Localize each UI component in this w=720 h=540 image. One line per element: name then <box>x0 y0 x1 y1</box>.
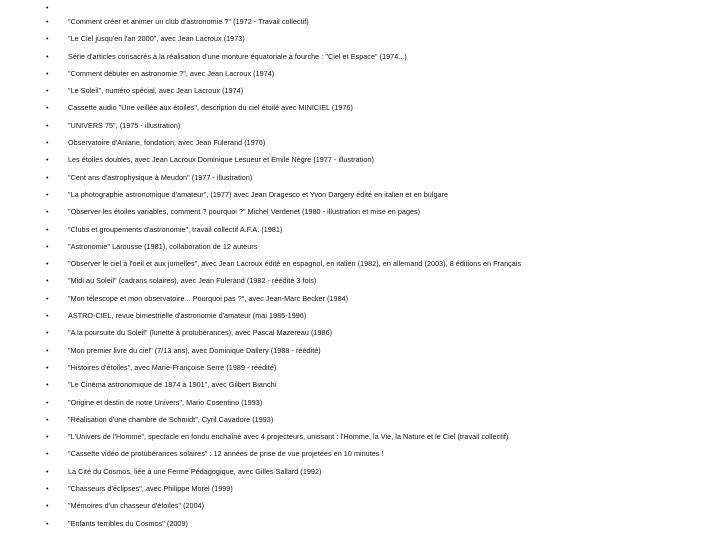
list-item <box>0 307 720 324</box>
list-bullet: • <box>46 432 49 442</box>
list-item <box>0 151 720 168</box>
list-item <box>0 342 720 359</box>
list-item <box>0 445 720 462</box>
list-bullet: • <box>46 311 49 321</box>
bibliography-list <box>0 13 720 532</box>
list-item-text: "Comment créer et animer un club d'astronomie ?" (1972 - Travail collectif) <box>68 17 309 26</box>
list-bullet: • <box>46 17 49 26</box>
list-bullet: • <box>46 51 49 61</box>
list-bullet: • <box>46 103 49 113</box>
list-item <box>0 497 720 514</box>
list-item-text: "Cent ans d'astrophysique à Meudon" (1977 - illustration) <box>68 172 253 182</box>
list-item-text: "Comment débuter en astronomie ?", avec Jean Lacroux (1974) <box>68 68 275 78</box>
list-bullet: • <box>46 34 49 44</box>
list-item <box>0 13 720 30</box>
list-bullet: • <box>46 484 49 494</box>
list-bullet: • <box>46 207 49 217</box>
list-item-text: "Observer le ciel à l'oeil et aux jumelles", avec Jean Lacroux édité en espagnol, en italien (1982), en allemand (2003), 8 éditions en Français <box>68 259 522 269</box>
list-item <box>0 238 720 255</box>
list-item <box>0 65 720 82</box>
list-item <box>0 48 720 65</box>
list-item-text: "Histoires d'étoiles", avec Marie-Françoise Serre (1989 - réédité) <box>68 362 277 372</box>
list-item <box>0 99 720 116</box>
list-item <box>0 117 720 134</box>
list-bullet: • <box>46 380 49 390</box>
list-item <box>0 376 720 393</box>
list-item-text: Observatoire d'Aniane, fondation, avec Jean Fulerand (1976) <box>68 138 266 148</box>
list-item <box>0 272 720 289</box>
list-item-text: "Le Cinéma astronomique de 1874 à 1901", avec Gilbert Bianchi <box>68 380 277 390</box>
list-item <box>0 463 720 480</box>
list-item-text: "Mémoires d'un chasseur d'étoiles" (2004) <box>68 501 205 511</box>
list-item <box>0 186 720 203</box>
list-item <box>0 411 720 428</box>
list-item <box>0 82 720 99</box>
list-item-text: "Origine et destin de notre Univers", Mario Cosentino (1993) <box>68 397 263 407</box>
list-item <box>0 290 720 307</box>
list-item <box>0 221 720 238</box>
list-item-text: "La photographie astronomique d'amateur", (1977) avec Jean Dragesco et Yvon Dargery édité en italien et en bulgare <box>68 189 449 199</box>
list-item-text: "Observer les étoiles variables, comment ? pourquoi ?" Michel Verdenet (1980 - illustration et mise en pages) <box>68 207 421 217</box>
list-bullet: • <box>46 86 49 96</box>
list-bullet: • <box>46 172 49 182</box>
list-item-text: "A la poursuite du Soleil" (lunette à protubérances), avec Pascal Mazereau (1986) <box>68 328 333 338</box>
empty-list-bullet: • <box>46 5 49 12</box>
list-bullet: • <box>46 328 49 338</box>
list-item <box>0 324 720 341</box>
list-item-text: "Cassette vidéo de protubérances solaires" : 12 années de prise de vue projetées en 10 minutes ! <box>68 449 384 459</box>
list-bullet: • <box>46 241 49 251</box>
list-item-text: "Enfants terribles du Cosmos" (2009) <box>68 518 188 528</box>
list-item <box>0 203 720 220</box>
list-item-text: Série d'articles consacrés à la réalisation d'une monture équatoriale à fourche : "Ciel et Espace" (1974...) <box>68 51 407 61</box>
list-item-text: Cassette audio "Une veillée aux étoiles", description du ciel étoilé avec MINICIEL (1976) <box>68 103 353 113</box>
list-bullet: • <box>46 362 49 372</box>
list-bullet: • <box>46 397 49 407</box>
list-item-text: "Réalisation d'une chambre de Schmidt", Cyril Cavadore (1993) <box>68 414 274 424</box>
list-item <box>0 30 720 47</box>
list-bullet: • <box>46 189 49 199</box>
list-bullet: • <box>46 501 49 511</box>
list-item <box>0 515 720 532</box>
list-item <box>0 255 720 272</box>
list-item <box>0 394 720 411</box>
list-item-text: Les étoiles doubles, avec Jean Lacroux Dominique Lesueur et Emile Nègre (1977 - illustration) <box>68 155 374 165</box>
list-bullet: • <box>46 414 49 424</box>
list-item <box>0 428 720 445</box>
list-item <box>0 169 720 186</box>
list-item <box>0 480 720 497</box>
list-item-text: "Mon télescope et mon observatoire... Pourquoi pas ?", avec Jean-Marc Becker (1984) <box>68 293 349 303</box>
list-item-text: "Le Ciel jusqu'en l'an 2000", avec Jean Lacroux (1973) <box>68 34 245 44</box>
list-item-text: La Cité du Cosmos, liée à une Ferme Pédagogique, avec Gilles Sallard (1992) <box>68 466 322 476</box>
list-item-text: "Chasseurs d'éclipses", avec Philippe Morel (1999) <box>68 484 233 494</box>
list-bullet: • <box>46 293 49 303</box>
list-bullet: • <box>46 138 49 148</box>
list-bullet: • <box>46 155 49 165</box>
list-bullet: • <box>46 276 49 286</box>
list-item-text: ASTRO-CIEL, revue bimestrielle d'astronomie d'amateur (mai 1985-1996) <box>68 311 307 321</box>
list-bullet: • <box>46 224 49 234</box>
list-item <box>0 134 720 151</box>
list-bullet: • <box>46 466 49 476</box>
list-bullet: • <box>46 68 49 78</box>
list-item <box>0 359 720 376</box>
list-item-text: "Clubs et groupements d'astronomie", travail collectif A.F.A. (1981) <box>68 224 283 234</box>
list-item-text: "UNIVERS 75", (1975 - illustration) <box>68 120 181 130</box>
list-item-text: "Le Soleil", numéro spécial, avec Jean Lacroux (1974) <box>68 86 244 96</box>
list-bullet: • <box>46 449 49 459</box>
list-bullet: • <box>46 259 49 269</box>
list-bullet: • <box>46 120 49 130</box>
list-item-text: "Astronomie" Larousse (1981), collaboration de 12 auteurs <box>68 241 258 251</box>
list-bullet: • <box>46 345 49 355</box>
list-item-text: "Mon premier livre du ciel" (7/13 ans), avec Dominique Dallery (1988 - réédité) <box>68 345 321 355</box>
list-item-text: "L'Univers de l'Homme", spectacle en fondu enchaîné avec 4 projecteurs, unissant : l'Homme, la Vie, la Nature et le Ciel (travail collectif) <box>68 432 509 442</box>
list-item-text: "Midi au Soleil" (cadrans solaires), avec Jean Fulerand (1982 - réédité 3 fois) <box>68 276 317 286</box>
list-bullet: • <box>46 518 49 528</box>
